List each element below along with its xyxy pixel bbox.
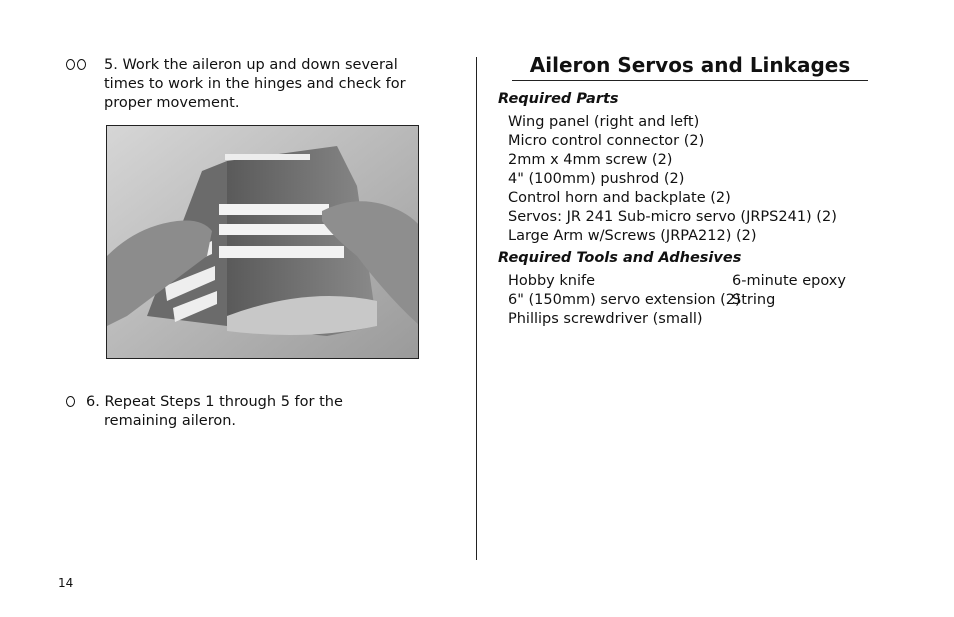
step-5-line-1: 5. Work the aileron up and down several (104, 57, 398, 73)
checkbox-icon[interactable] (66, 59, 75, 70)
tools-list-col-1 (508, 272, 741, 329)
list-item: 2mm x 4mm screw (2) (508, 152, 673, 168)
list-item: 6-minute epoxy (732, 273, 846, 289)
list-item: 4" (100mm) pushrod (2) (508, 171, 685, 187)
step-5-line-2: times to work in the hinges and check for (104, 76, 406, 92)
required-parts-heading: Required Parts (498, 91, 619, 107)
page-number: 14 (58, 576, 74, 590)
required-tools-heading: Required Tools and Adhesives (498, 250, 742, 266)
list-item: Hobby knife (508, 273, 596, 289)
step-5-text (104, 56, 406, 113)
photo-illustration (107, 126, 419, 359)
list-item: Phillips screwdriver (small) (508, 311, 703, 327)
list-item: Wing panel (right and left) (508, 114, 700, 130)
list-item: Control horn and backplate (2) (508, 190, 731, 206)
list-item: Micro control connector (2) (508, 133, 705, 149)
hands-holding-aileron-photo (106, 125, 419, 359)
step-6-line-1: 6. Repeat Steps 1 through 5 for the (86, 394, 343, 410)
checkbox-icon[interactable] (77, 59, 86, 70)
list-item: 6" (150mm) servo extension (2) (508, 292, 741, 308)
list-item: String (732, 292, 776, 308)
step-6-line-2: remaining aileron. (104, 413, 237, 429)
column-divider (476, 57, 477, 560)
section-title: Aileron Servos and Linkages (512, 53, 868, 81)
parts-list (508, 113, 837, 246)
list-item: Large Arm w/Screws (JRPA212) (2) (508, 228, 757, 244)
step-6-text (86, 393, 343, 431)
checkbox-icon[interactable] (66, 396, 75, 407)
step-5-check-markers[interactable] (66, 56, 88, 75)
tools-list-col-2 (732, 272, 846, 310)
list-item: Servos: JR 241 Sub-micro servo (JRPS241) (2) (508, 209, 837, 225)
step-6-check-marker[interactable] (66, 393, 77, 412)
step-5-line-3: proper movement. (104, 95, 240, 111)
